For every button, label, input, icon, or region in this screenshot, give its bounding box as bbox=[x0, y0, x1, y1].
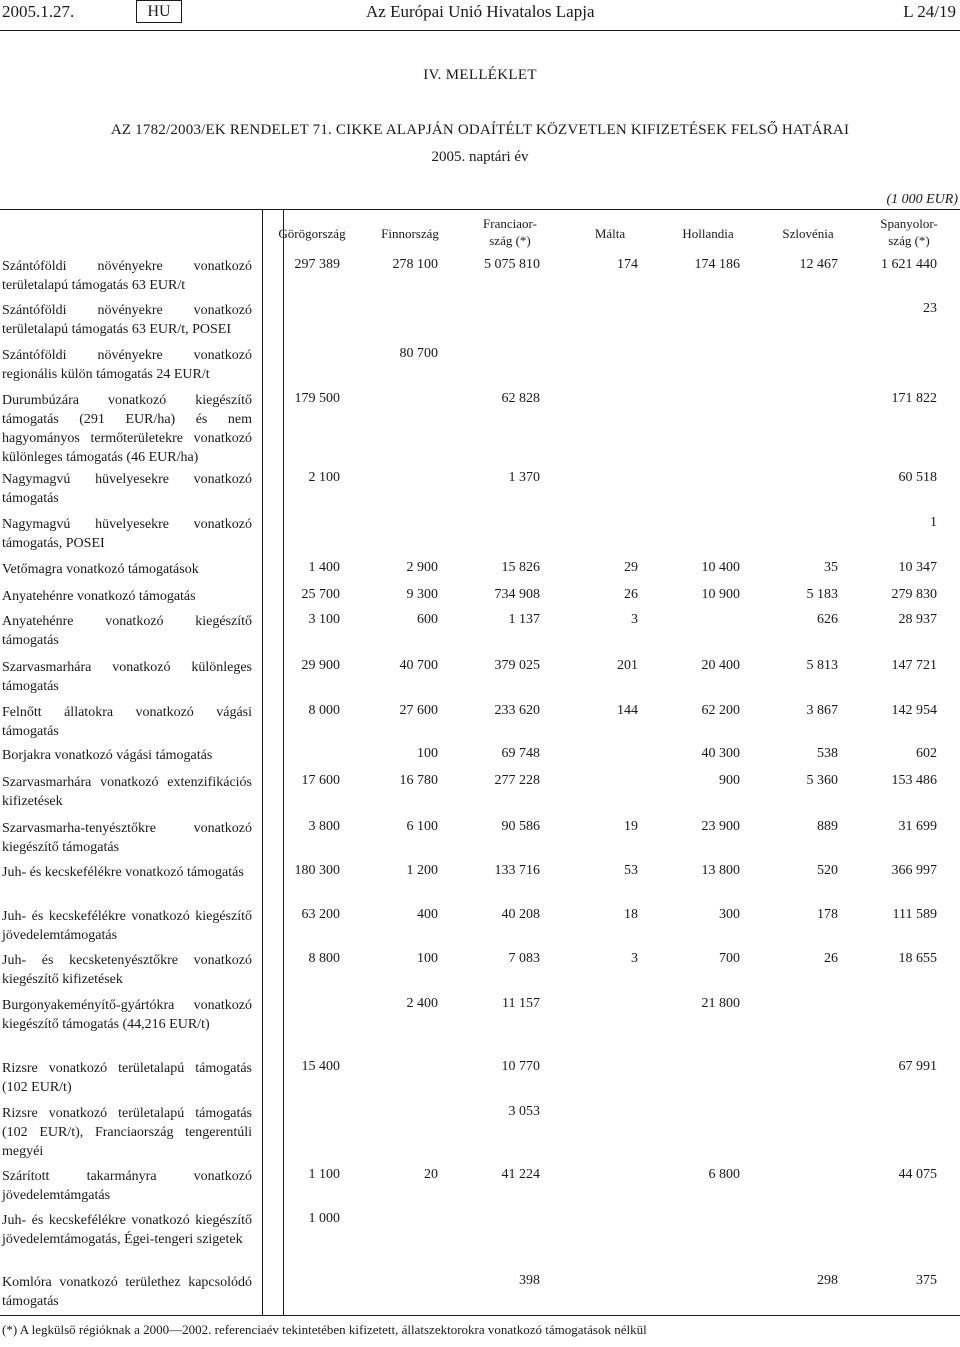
column-header bbox=[861, 215, 957, 249]
table-cell: 100 bbox=[417, 746, 438, 761]
table-cell: 1 370 bbox=[508, 470, 540, 485]
table-cell: 297 389 bbox=[294, 257, 340, 272]
table-cell: 23 bbox=[923, 301, 937, 316]
table-cell: 18 655 bbox=[898, 951, 937, 966]
row-label: Juh- és kecskefélékre vonatkozó támogatás bbox=[2, 865, 244, 880]
column-header-line: Görögország bbox=[278, 226, 346, 241]
row-label: Juh- és kecskefélékre vonatkozó kiegészítő jövedelemtámogatás bbox=[2, 909, 252, 943]
column-header-line: szág (*) bbox=[489, 233, 531, 248]
row-label: Durumbúzára vonatkozó kiegészítő támogatás (291 EUR/ha) és nem hagyományos termőterületekre vonatkozó különleges támogatás (46 EUR/ha) bbox=[2, 393, 252, 465]
table-divider-right bbox=[283, 209, 284, 1315]
table-cell: 100 bbox=[417, 951, 438, 966]
column-header-line: Hollandia bbox=[682, 226, 734, 241]
table-cell: 5 360 bbox=[806, 773, 838, 788]
table-cell: 29 bbox=[624, 560, 638, 575]
table-cell: 19 bbox=[624, 819, 638, 834]
table-cell: 700 bbox=[719, 951, 740, 966]
table-cell: 10 347 bbox=[898, 560, 937, 575]
table-cell: 53 bbox=[624, 863, 638, 878]
table-cell: 16 780 bbox=[399, 773, 438, 788]
table-top-rule bbox=[0, 209, 960, 210]
table-cell: 626 bbox=[817, 612, 838, 627]
table-cell: 40 208 bbox=[501, 907, 540, 922]
table-cell: 6 800 bbox=[708, 1167, 740, 1182]
row-label: Szarvasmarha-tenyésztőkre vonatkozó kiegészítő támogatás bbox=[2, 821, 252, 855]
row-label: Felnőtt állatokra vonatkozó vágási támogatás bbox=[2, 705, 252, 739]
table-cell: 62 200 bbox=[701, 703, 740, 718]
table-cell: 2 400 bbox=[406, 996, 438, 1011]
table-cell: 366 997 bbox=[891, 863, 937, 878]
column-header bbox=[462, 215, 558, 249]
column-header bbox=[760, 225, 856, 242]
column-header bbox=[660, 225, 756, 242]
row-label: Szarvasmarhára vonatkozó különleges támogatás bbox=[2, 660, 252, 694]
row-label: Anyatehénre vonatkozó támogatás bbox=[2, 589, 196, 604]
table-cell: 1 400 bbox=[308, 560, 340, 575]
table-cell: 27 600 bbox=[399, 703, 438, 718]
table-cell: 9 300 bbox=[406, 587, 438, 602]
table-cell: 144 bbox=[617, 703, 638, 718]
table-cell: 278 100 bbox=[392, 257, 438, 272]
table-cell: 28 937 bbox=[898, 612, 937, 627]
table-cell: 174 bbox=[617, 257, 638, 272]
table-cell: 20 bbox=[424, 1167, 438, 1182]
table-cell: 277 228 bbox=[494, 773, 540, 788]
row-label: Szarvasmarhára vonatkozó extenzifikációs kifizetések bbox=[2, 775, 252, 809]
table-cell: 5 183 bbox=[806, 587, 838, 602]
table-cell: 15 400 bbox=[301, 1059, 340, 1074]
table-cell: 179 500 bbox=[294, 391, 340, 406]
row-label: Anyatehénre vonatkozó kiegészítő támogatás bbox=[2, 614, 252, 648]
table-cell: 3 100 bbox=[308, 612, 340, 627]
table-cell: 5 813 bbox=[806, 658, 838, 673]
table-cell: 1 100 bbox=[308, 1167, 340, 1182]
table-cell: 398 bbox=[519, 1273, 540, 1288]
header-rule bbox=[0, 30, 960, 31]
table-cell: 400 bbox=[417, 907, 438, 922]
table-cell: 6 100 bbox=[406, 819, 438, 834]
annex-heading: IV. MELLÉKLET bbox=[423, 67, 537, 83]
document-subtitle: 2005. naptári év bbox=[431, 149, 529, 165]
table-cell: 201 bbox=[617, 658, 638, 673]
table-cell: 21 800 bbox=[701, 996, 740, 1011]
language-badge: HU bbox=[136, 0, 182, 23]
table-cell: 31 699 bbox=[898, 819, 937, 834]
row-label: Juh- és kecskefélékre vonatkozó kiegészítő jövedelemtámogatás, Égei-tengeri szigetek bbox=[2, 1213, 252, 1247]
table-cell: 520 bbox=[817, 863, 838, 878]
table-cell: 25 700 bbox=[301, 587, 340, 602]
table-cell: 63 200 bbox=[301, 907, 340, 922]
table-cell: 178 bbox=[817, 907, 838, 922]
table-cell: 5 075 810 bbox=[484, 257, 540, 272]
table-cell: 379 025 bbox=[494, 658, 540, 673]
table-cell: 40 700 bbox=[399, 658, 438, 673]
document-title: AZ 1782/2003/EK RENDELET 71. CIKKE ALAPJÁN ODAÍTÉLT KÖZVETLEN KIFIZETÉSEK FELSŐ HATÁRAI bbox=[110, 122, 850, 138]
row-label: Juh- és kecsketenyésztőkre vonatkozó kiegészítő kifizetések bbox=[2, 953, 252, 987]
table-cell: 11 157 bbox=[502, 996, 540, 1011]
table-cell: 133 716 bbox=[494, 863, 540, 878]
table-cell: 298 bbox=[817, 1273, 838, 1288]
table-cell: 233 620 bbox=[494, 703, 540, 718]
table-cell: 29 900 bbox=[301, 658, 340, 673]
table-cell: 300 bbox=[719, 907, 740, 922]
column-header-line: Franciaor- bbox=[483, 216, 537, 231]
table-cell: 1 137 bbox=[508, 612, 540, 627]
table-cell: 3 bbox=[631, 612, 638, 627]
table-cell: 17 600 bbox=[301, 773, 340, 788]
unit-label: (1 000 EUR) bbox=[886, 192, 958, 207]
table-cell: 171 822 bbox=[891, 391, 937, 406]
table-cell: 26 bbox=[624, 587, 638, 602]
table-cell: 153 486 bbox=[891, 773, 937, 788]
table-cell: 8 800 bbox=[308, 951, 340, 966]
table-cell: 600 bbox=[417, 612, 438, 627]
column-header bbox=[562, 225, 658, 242]
table-cell: 279 830 bbox=[891, 587, 937, 602]
row-label: Szántóföldi növényekre vonatkozó regionális külön támogatás 24 EUR/t bbox=[2, 348, 252, 382]
table-cell: 80 700 bbox=[399, 346, 438, 361]
row-label: Nagymagvú hüvelyesekre vonatkozó támogatás bbox=[2, 472, 252, 506]
table-cell: 1 621 440 bbox=[881, 257, 937, 272]
table-cell: 15 826 bbox=[501, 560, 540, 575]
column-header-line: Spanyolor- bbox=[880, 216, 938, 231]
table-cell: 734 908 bbox=[494, 587, 540, 602]
row-label: Szárított takarmányra vonatkozó jövedelemtámgatás bbox=[2, 1169, 252, 1203]
table-cell: 174 186 bbox=[694, 257, 740, 272]
table-cell: 180 300 bbox=[294, 863, 340, 878]
column-header-line: Finnország bbox=[381, 226, 439, 241]
table-bottom-rule bbox=[0, 1315, 960, 1316]
table-cell: 23 900 bbox=[701, 819, 740, 834]
row-label: Rizsre vonatkozó területalapú támogatás (102 EUR/t) bbox=[2, 1061, 252, 1095]
row-label: Szántóföldi növényekre vonatkozó területalapú támogatás 63 EUR/t, POSEI bbox=[2, 303, 252, 337]
table-cell: 8 000 bbox=[308, 703, 340, 718]
page-header bbox=[0, 0, 960, 30]
column-header-line: Málta bbox=[594, 226, 626, 241]
row-label: Burgonyakeményítő-gyártókra vonatkozó kiegészítő támogatás (44,216 EUR/t) bbox=[2, 998, 252, 1032]
row-label: Borjakra vonatkozó vágási támogatás bbox=[2, 748, 213, 763]
table-cell: 69 748 bbox=[501, 746, 540, 761]
table-cell: 10 900 bbox=[701, 587, 740, 602]
row-label: Vetőmagra vonatkozó támogatások bbox=[2, 562, 199, 577]
table-cell: 90 586 bbox=[501, 819, 540, 834]
row-label: Rizsre vonatkozó területalapú támogatás (102 EUR/t), Franciaország tengerentúli megyéi bbox=[2, 1106, 252, 1159]
table-cell: 44 075 bbox=[898, 1167, 937, 1182]
table-cell: 1 000 bbox=[308, 1211, 340, 1226]
table-cell: 35 bbox=[824, 560, 838, 575]
table-cell: 900 bbox=[719, 773, 740, 788]
table-cell: 889 bbox=[817, 819, 838, 834]
table-cell: 3 867 bbox=[806, 703, 838, 718]
table-cell: 3 800 bbox=[308, 819, 340, 834]
table-cell: 1 200 bbox=[406, 863, 438, 878]
table-cell: 10 770 bbox=[501, 1059, 540, 1074]
table-cell: 3 bbox=[631, 951, 638, 966]
row-label: Nagymagvú hüvelyesekre vonatkozó támogatás, POSEI bbox=[2, 517, 252, 551]
table-cell: 41 224 bbox=[501, 1167, 540, 1182]
table-cell: 111 589 bbox=[892, 907, 937, 922]
table-cell: 12 467 bbox=[799, 257, 838, 272]
table-cell: 13 800 bbox=[701, 863, 740, 878]
table-cell: 10 400 bbox=[701, 560, 740, 575]
table-cell: 2 100 bbox=[308, 470, 340, 485]
table-cell: 62 828 bbox=[501, 391, 540, 406]
table-cell: 20 400 bbox=[701, 658, 740, 673]
row-label: Komlóra vonatkozó területhez kapcsolódó támogatás bbox=[2, 1275, 252, 1309]
column-header-line: szág (*) bbox=[888, 233, 930, 248]
column-header bbox=[362, 225, 458, 242]
table-cell: 40 300 bbox=[701, 746, 740, 761]
publication-date: 2005.1.27. bbox=[2, 2, 75, 21]
table-cell: 1 bbox=[930, 515, 937, 530]
column-header bbox=[264, 225, 360, 242]
table-cell: 147 721 bbox=[891, 658, 937, 673]
journal-title: Az Európai Unió Hivatalos Lapja bbox=[366, 2, 595, 21]
table-cell: 602 bbox=[916, 746, 937, 761]
page-number: L 24/19 bbox=[903, 2, 956, 21]
table-cell: 7 083 bbox=[508, 951, 540, 966]
table-cell: 26 bbox=[824, 951, 838, 966]
table-cell: 142 954 bbox=[891, 703, 937, 718]
table-cell: 538 bbox=[817, 746, 838, 761]
footnote: (*) A legkülső régióknak a 2000—2002. referenciaév tekintetében kifizetett, állatszektorokra vonatkozó támogatások nélkül bbox=[2, 1322, 647, 1337]
table-cell: 3 053 bbox=[508, 1104, 540, 1119]
table-cell: 2 900 bbox=[406, 560, 438, 575]
table-cell: 375 bbox=[916, 1273, 937, 1288]
table-cell: 18 bbox=[624, 907, 638, 922]
table-cell: 60 518 bbox=[898, 470, 937, 485]
table-cell: 67 991 bbox=[898, 1059, 937, 1074]
column-header-line: Szlovénia bbox=[782, 226, 834, 241]
row-label: Szántóföldi növényekre vonatkozó területalapú támogatás 63 EUR/t bbox=[2, 259, 252, 293]
